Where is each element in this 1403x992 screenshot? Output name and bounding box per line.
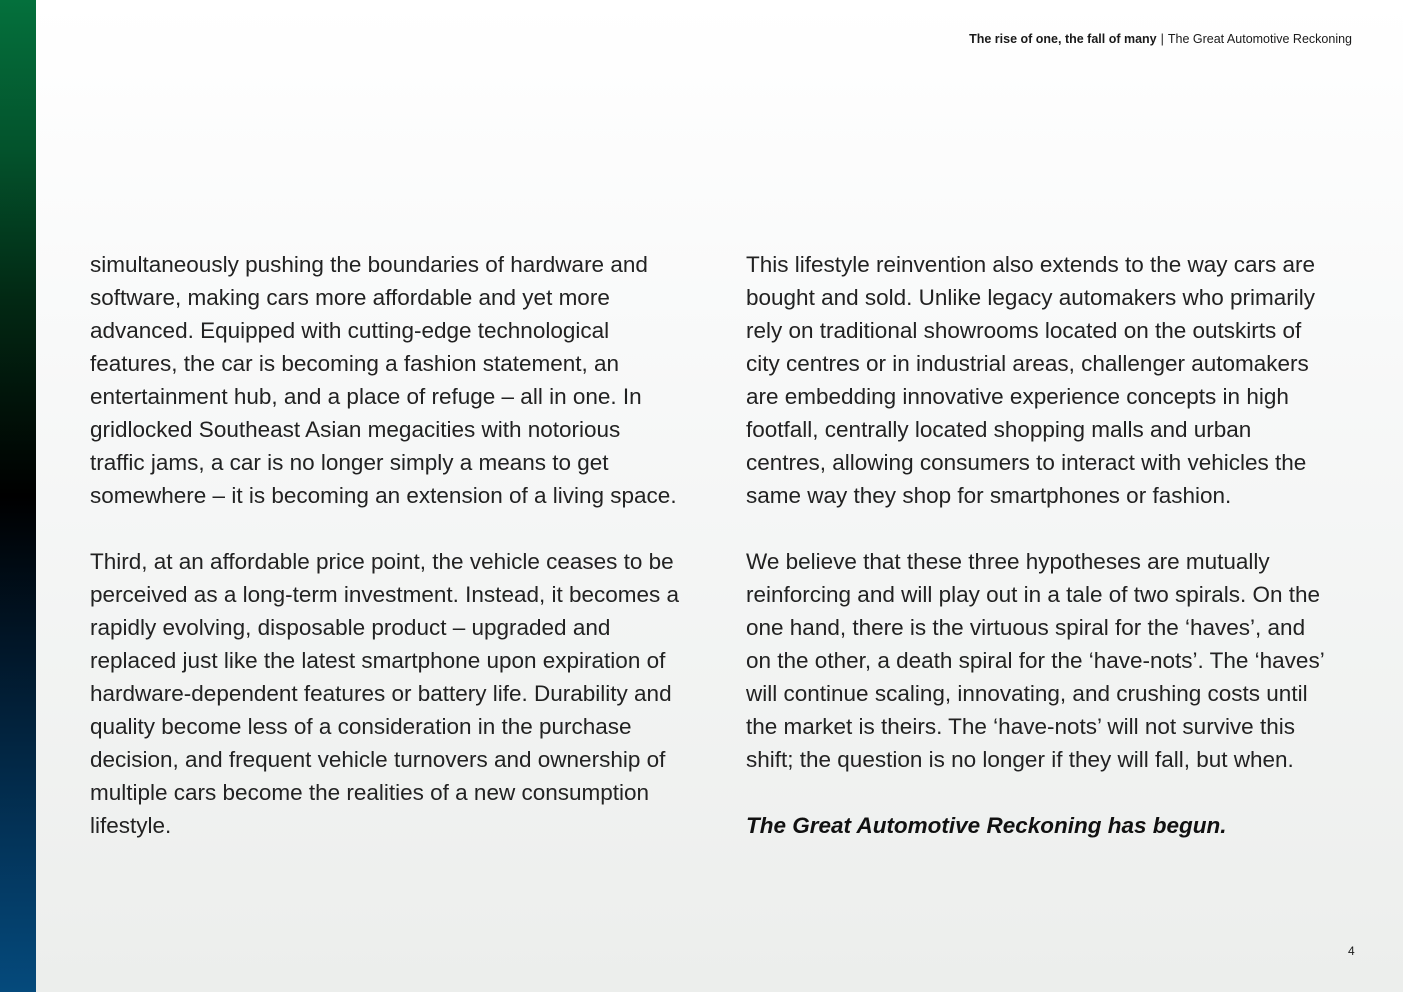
header-separator: | [1160, 32, 1164, 46]
right-paragraph-1: This lifestyle reinvention also extends to the way cars are bought and sold. Unlike legacy automakers who primarily rely on traditional showrooms located on the outskirts of city centres or in industrial areas, challenger automakers are embedding innovative experience concepts in high footfall, centrally located shopping malls and urban centres, allowing consumers to interact with vehicles the same way they shop for smartphones or fashion. [746, 252, 1316, 508]
right-paragraph-2: We believe that these three hypotheses are mutually reinforcing and will play out in a tale of two spirals. On the one hand, there is the virtuous spiral for the ‘haves’, and on the other, a death spiral for the ‘have-nots’. The ‘haves’ will continue scaling, innovating, and crushing costs until the market is theirs. The ‘have-nots’ will not survive this shift; the question is no longer if they will fall, but when. [746, 549, 1324, 772]
left-column [90, 248, 680, 875]
left-paragraph-1: simultaneously pushing the boundaries of hardware and software, making cars more affordable and yet more advanced. Equipped with cutting-edge technological features, the car is becoming a fashion statement, an entertainment hub, and a place of refuge – all in one. In gridlocked Southeast Asian megacities with notorious traffic jams, a car is no longer simply a means to get somewhere – it is becoming an extension of a living space. [90, 252, 677, 508]
header-bold-title: The rise of one, the fall of many [969, 32, 1157, 46]
closing-statement: The Great Automotive Reckoning has begun. [746, 813, 1227, 838]
right-column [746, 248, 1336, 875]
running-header [969, 32, 1352, 46]
header-report-title: The Great Automotive Reckoning [1167, 32, 1352, 46]
decorative-side-bar [0, 0, 36, 992]
page-number: 4 [1348, 944, 1355, 958]
left-paragraph-2: Third, at an affordable price point, the vehicle ceases to be perceived as a long-term investment. Instead, it becomes a rapidly evolving, disposable product – upgraded and replaced just like the latest smartphone upon expiration of hardware-dependent features or battery life. Durability and quality become less of a consideration in the purchase decision, and frequent vehicle turnovers and ownership of multiple cars become the realities of a new consumption lifestyle. [90, 549, 680, 838]
